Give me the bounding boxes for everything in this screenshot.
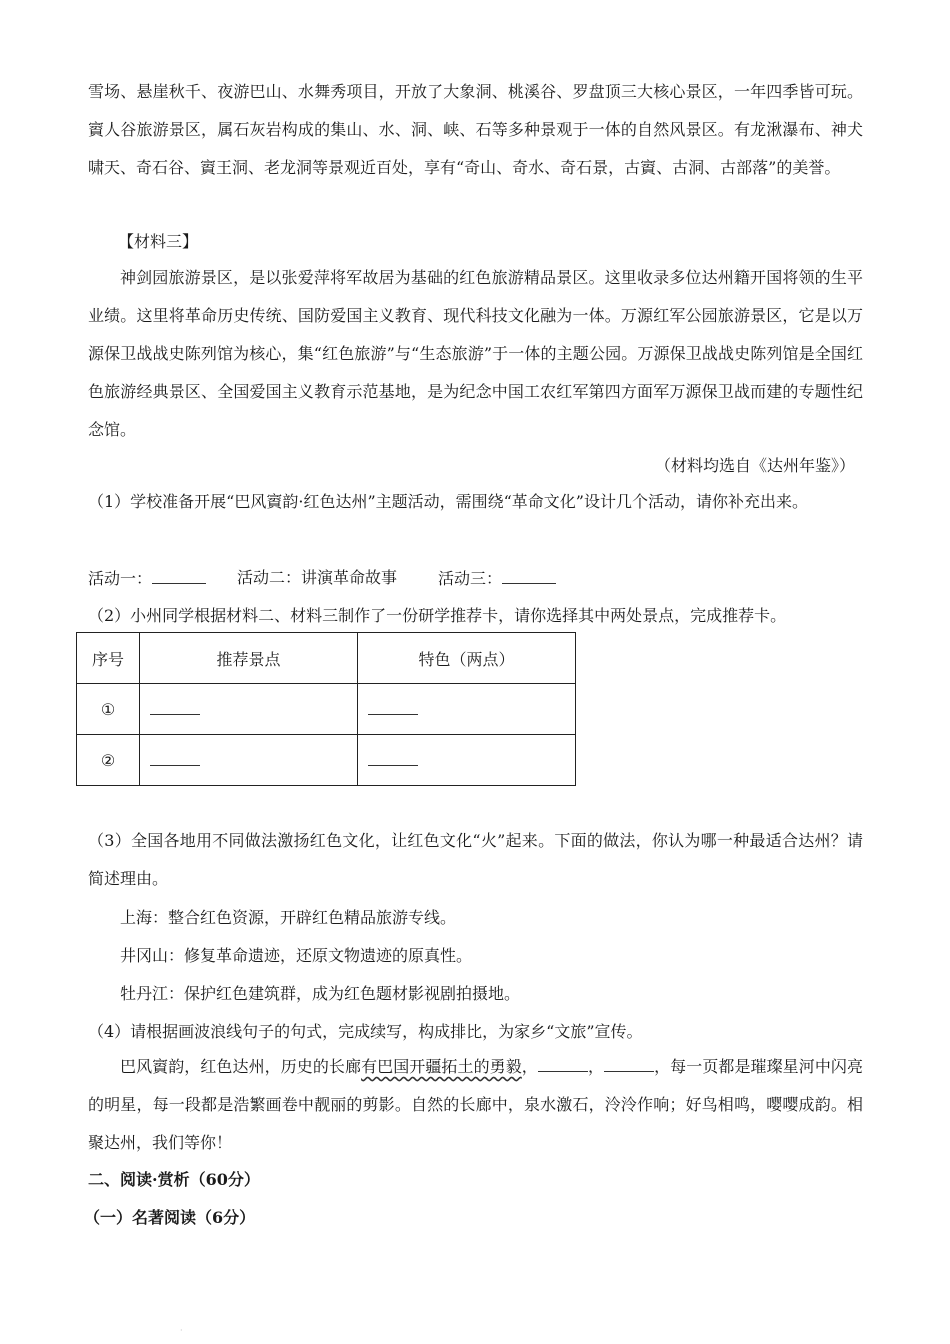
passage-rest: ，每一页都是璀璨星河中闪亮的明星，每一段都是浩繁画卷中靓丽的剪影。自然的长廊中，泉水激石，泠泠作响；好鸟相鸣，嘤嘤成韵。相聚达州，我们等你！ xyxy=(88,1057,863,1152)
header-feature: 特色（两点） xyxy=(358,633,576,684)
activity-1 xyxy=(88,567,206,590)
passage-start: 巴风賨韵，红色达州，历史的长廊 xyxy=(120,1057,362,1076)
section-2-heading: 二、阅读·赏析（60分） xyxy=(88,1170,260,1189)
option-jinggangshan: 井冈山：修复革命遗迹，还原文物遗迹的原真性。 xyxy=(120,946,473,965)
material-three-paragraph: 神剑园旅游景区，是以张爱萍将军故居为基础的红色旅游精品景区。这里收录多位达州籍开国将领的生平业绩。这里将革命历史传统、国防爱国主义教育、现代科技文化融为一体。万源红军公园旅游景区，它是以万源保卫战战史陈列馆为核心，集“红色旅游”与“生态旅游”于一体的主题公园。万源保卫战战史陈列馆是全国红色旅游经典景区、全国爱国主义教育示范基地，是为纪念中国工农红军第四方面军万源保卫战而建的专题性纪念馆。 xyxy=(88,268,863,439)
feature-cell[interactable] xyxy=(358,735,576,786)
material-two-paragraph-end: 雪场、悬崖秋千、夜游巴山、水舞秀项目，开放了大象洞、桃溪谷、罗盘顶三大核心景区，一年四季皆可玩。賨人谷旅游景区，属石灰岩构成的集山、水、洞、峡、石等多种景观于一体的自然风景区。有龙湫瀑布、神犬啸天、奇石谷、賨王洞、老龙洞等景观近百处，享有“奇山、奇水、奇石景，古賨、古洞、古部落”的美誉。 xyxy=(88,82,863,177)
recommendation-table xyxy=(76,632,576,786)
table-row xyxy=(77,684,576,735)
activity-3-blank[interactable] xyxy=(502,567,556,584)
activity-1-label: 活动一： xyxy=(88,569,153,588)
feature-blank[interactable] xyxy=(368,753,418,766)
activity-1-blank[interactable] xyxy=(152,567,206,584)
activity-3 xyxy=(438,567,556,590)
activity-3-label: 活动三： xyxy=(438,569,503,588)
option-shanghai: 上海：整合红色资源，开辟红色精品旅游专线。 xyxy=(120,908,457,927)
feature-cell[interactable] xyxy=(358,684,576,735)
activity-2: 活动二：讲演革命故事 xyxy=(237,568,398,587)
table-header-row xyxy=(77,633,576,684)
question-4: （4）请根据画波浪线句子的句式，完成续写，构成排比，为家乡“文旅”宣传。 xyxy=(88,1022,643,1041)
header-index: 序号 xyxy=(77,633,140,684)
passage-comma: ， xyxy=(521,1057,538,1076)
spot-blank[interactable] xyxy=(150,753,200,766)
source-note: （材料均选自《达州年鉴》） xyxy=(654,456,855,475)
wavy-underlined-sentence: 有巴国开疆拓土的勇毅 xyxy=(361,1057,522,1076)
spot-cell[interactable] xyxy=(140,684,358,735)
row-index: ② xyxy=(77,735,140,786)
material-three-heading: 【材料三】 xyxy=(118,232,199,251)
header-spot: 推荐景点 xyxy=(140,633,358,684)
passage-comma: ， xyxy=(587,1057,605,1076)
question-2: （2）小州同学根据材料二、材料三制作了一份研学推荐卡，请你选择其中两处景点，完成推荐卡。 xyxy=(88,606,787,625)
continuation-blank-1[interactable] xyxy=(538,1055,588,1072)
row-index: ① xyxy=(77,684,140,735)
footer-mark: · xyxy=(180,1326,183,1335)
feature-blank[interactable] xyxy=(368,702,418,715)
question-3: （3）全国各地用不同做法激扬红色文化，让红色文化“火”起来。下面的做法，你认为哪一种最适合达州？请简述理由。 xyxy=(88,831,863,888)
section-2-1-heading: （一）名著阅读（6分） xyxy=(84,1208,256,1227)
continuation-blank-2[interactable] xyxy=(604,1055,654,1072)
spot-cell[interactable] xyxy=(140,735,358,786)
question-4-passage xyxy=(88,1048,863,1162)
question-1: （1）学校准备开展“巴风賨韵·红色达州”主题活动，需围绕“革命文化”设计几个活动，请你补充出来。 xyxy=(88,492,808,511)
option-mudanjiang: 牡丹江：保护红色建筑群，成为红色题材影视剧拍摄地。 xyxy=(120,984,521,1003)
spot-blank[interactable] xyxy=(150,702,200,715)
table-row xyxy=(77,735,576,786)
